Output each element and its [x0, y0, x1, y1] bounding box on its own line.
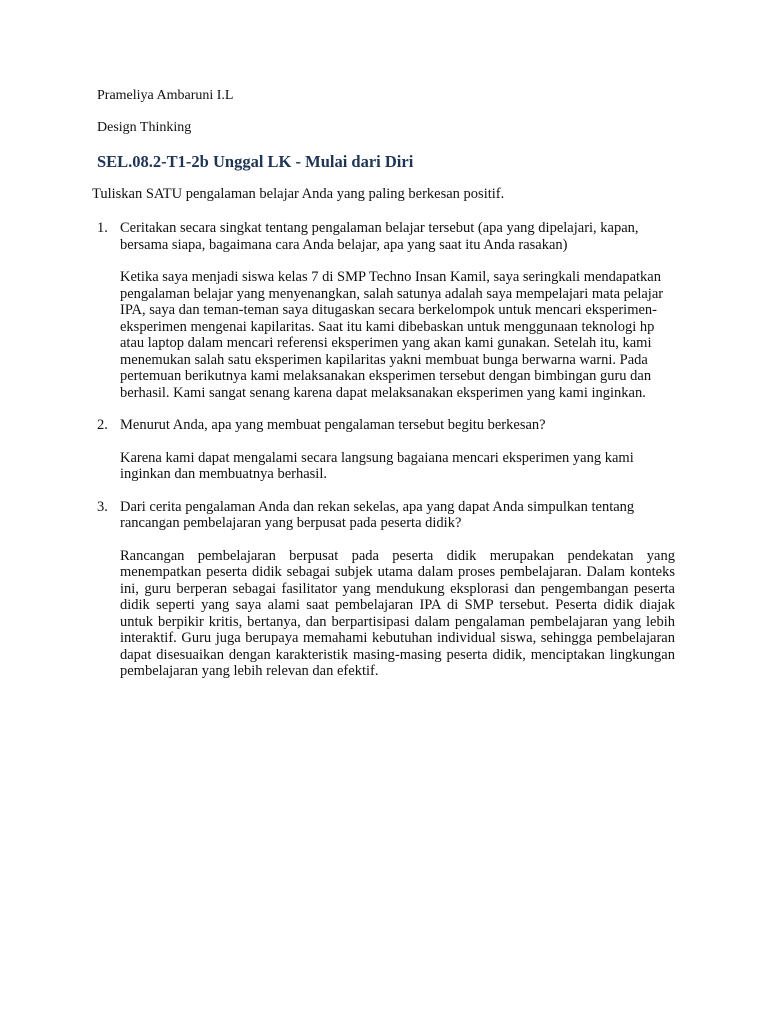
- answer-text: Karena kami dapat mengalami secara langsung bagaiana mencari eksperimen yang kami inginkan dan membuatnya berhasil.: [120, 449, 634, 482]
- question-number: 3.: [97, 498, 108, 515]
- author-name: Prameliya Ambaruni I.L: [97, 88, 234, 103]
- course-name: Design Thinking: [97, 120, 192, 135]
- instruction-text: Tuliskan SATU pengalaman belajar Anda yang paling berkesan positif.: [92, 186, 505, 202]
- question-text: Ceritakan secara singkat tentang pengalaman belajar tersebut (apa yang dipelajari, kapan, bersama siapa, bagaimana cara Anda belajar, apa yang saat itu Anda rasakan): [120, 220, 639, 253]
- question-text: Menurut Anda, apa yang membuat pengalaman tersebut begitu berkesan?: [120, 417, 546, 433]
- question-text: Dari cerita pengalaman Anda dan rekan sekelas, apa yang dapat Anda simpulkan tentang rancangan pembelajaran yang berpusat pada peserta didik?: [120, 498, 635, 531]
- document-title: SEL.08.2-T1-2b Unggal LK - Mulai dari Diri: [97, 152, 414, 171]
- answer-text: Ketika saya menjadi siswa kelas 7 di SMP Techno Insan Kamil, saya seringkali mendapatkan pengalaman belajar yang menyenangkan, salah satunya adalah saya mempelajari mata pelajar IPA, saya dan teman-teman saya ditugaskan secara berkelompok untuk mencari eksperimen-eksperimen mengenai kapilaritas. Saat itu kami dibebaskan untuk menggunaan teknologi hp atau laptop dalam mencari referensi eksperimen yang akan kami gunakan. Setelah itu, kami menemukan salah satu eksperimen kapilaritas yakni membuat bunga berwarna warni. Pada pertemuan berikutnya kami melaksanakan eksperimen tersebut dengan bimbingan guru dan berhasil. Kami sangat senang karena dapat melaksanakan eksperimen yang kami inginkan.: [120, 269, 664, 401]
- question-item: [97, 499, 675, 680]
- question-number: 1.: [97, 220, 108, 236]
- question-item: [97, 220, 675, 401]
- question-list: [97, 220, 675, 696]
- answer-text: Rancangan pembelajaran berpusat pada peserta didik merupakan pendekatan yang menempatkan peserta didik sebagai subjek utama dalam proses pembelajaran. Dalam konteks ini, guru berperan sebagai fasilitator yang mendukung eksplorasi dan pengembangan peserta didik seperti yang saya alami saat pembelajaran IPA di SMP tersebut. Peserta didik diajak untuk berpikir kritis, bertanya, dan berpartisipasi dalam pengalaman pembelajaran yang lebih interaktif. Guru juga berupaya memahami kebutuhan individual siswa, sehingga pembelajaran dapat disesuaikan dengan karakteristik masing-masing peserta didik, menciptakan lingkungan pembelajaran yang lebih relevan dan efektif.: [120, 547, 675, 679]
- question-item: [97, 417, 675, 483]
- question-number: 2.: [97, 417, 108, 433]
